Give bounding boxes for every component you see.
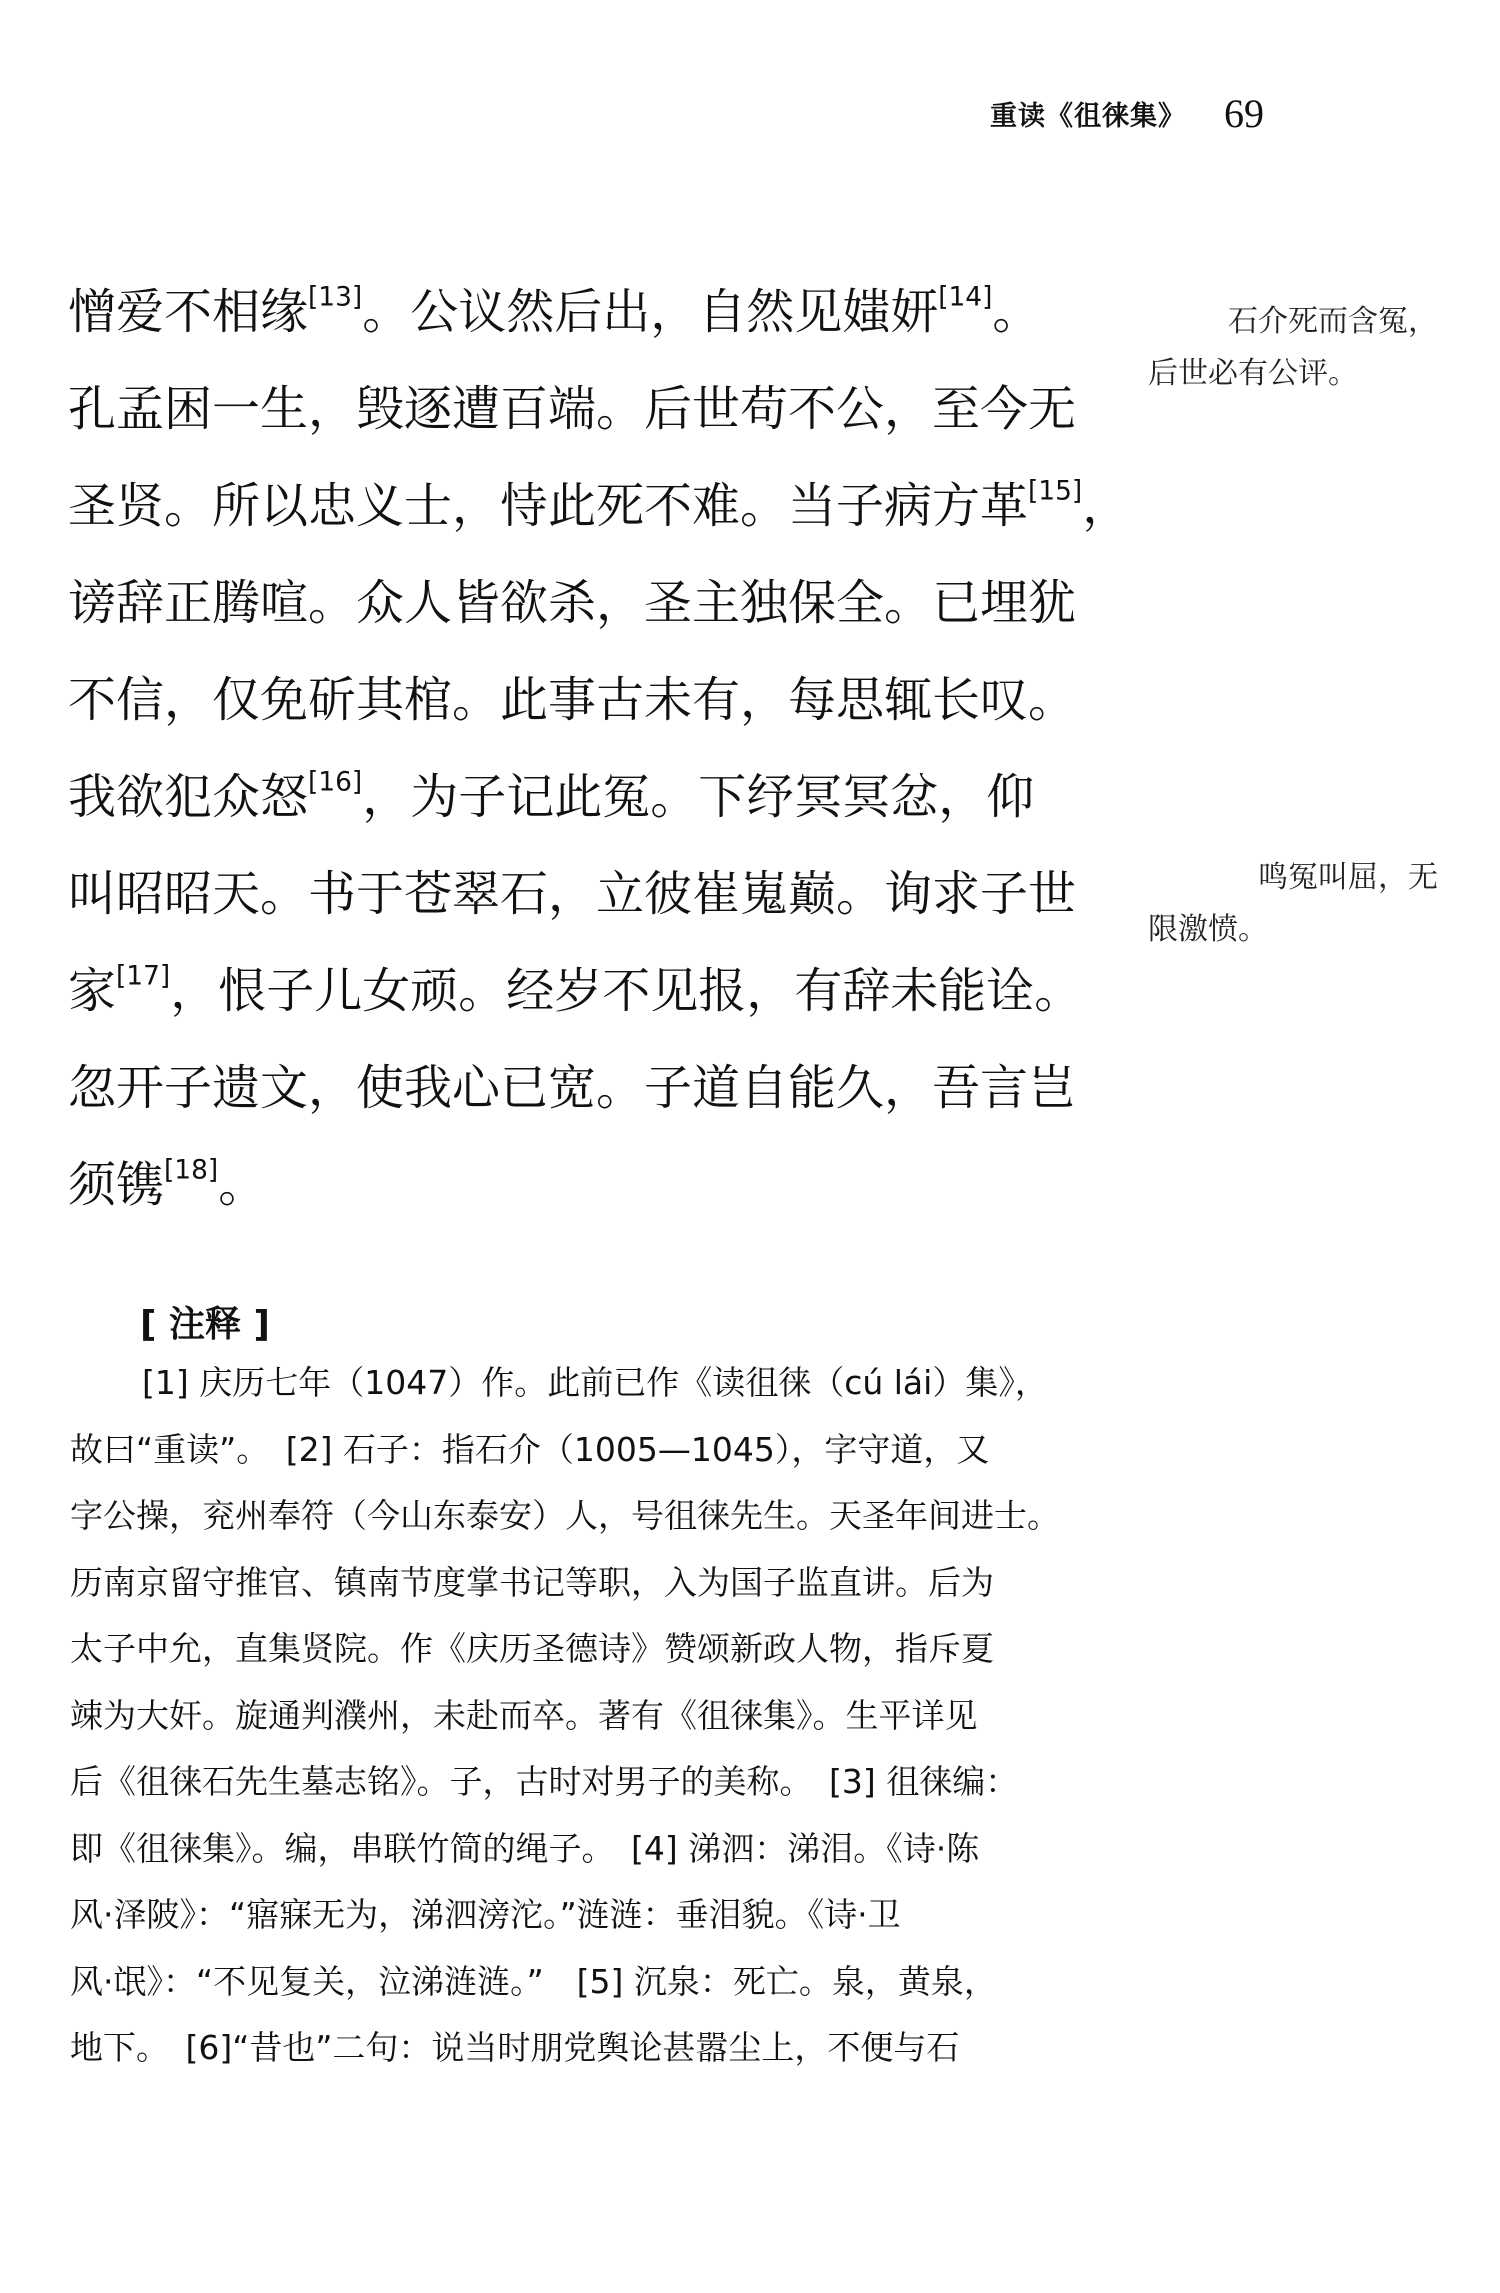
poem-line: 须镌[18]。 (68, 1154, 267, 1213)
margin-comment: 鸣冤叫屈，无 限激愤。 (1148, 860, 1438, 947)
note-line: 竦为大奸。旋通判濮州，未赴而卒。著有《徂徕集》。生平详见 (70, 1695, 978, 1735)
note-line: 字公操，兖州奉符（今山东泰安）人，号徂徕先生。天圣年间进士。 (70, 1496, 1060, 1535)
margin-comment: 石介死而含冤， 后世必有公评。 (1148, 304, 1438, 391)
poem-line: 叫昭昭天。书于苍翠石，立彼崔嵬巅。询求子世 (68, 866, 1077, 922)
note-line: 后《徂徕石先生墓志铭》。子，古时对男子的美称。 [3] 徂徕编： (70, 1762, 1019, 1801)
poem-line: 孔孟困一生，毁逐遭百端。后世苟不公，至今无 (68, 381, 1077, 437)
notes-heading: [ 注释 ] (140, 1304, 270, 1345)
note-line: 风·泽陂》：“寤寐无为，涕泗滂沱。”涟涟：垂泪貌。《诗·卫 (70, 1895, 901, 1934)
page-number: 69 (1224, 90, 1264, 136)
annotation-notes (70, 1358, 1100, 2090)
header-title: 重读《徂徕集》 (990, 100, 1186, 132)
note-line: 历南京留守推官、镇南节度掌书记等职，入为国子监直讲。后为 (70, 1562, 994, 1602)
poem-line: 家[17]，恨子儿女顽。经岁不见报，有辞未能诠。 (68, 960, 1083, 1019)
running-header (990, 88, 1320, 138)
note-line: 太子中允，直集贤院。作《庆历圣德诗》赞颂新政人物，指斥夏 (70, 1629, 994, 1668)
note-line: 即《徂徕集》。编，串联竹简的绳子。 [4] 涕泗：涕泪。《诗·陈 (70, 1828, 980, 1868)
note-line: 故曰“重读”。 [2] 石子：指石介（1005—1045），字守道，又 (70, 1429, 990, 1469)
poem-line: 忽开子遗文，使我心已宽。子道自能久，吾言岂 (68, 1060, 1077, 1116)
poem-text (68, 281, 1131, 1253)
note-line: 地下。 [6]“昔也”二句：说当时朋党舆论甚嚣尘上，不便与石 (70, 2028, 960, 2067)
poem-line: 圣贤。所以忠义士，恃此死不难。当子病方革[15]， (68, 475, 1131, 534)
note-line: 风·氓》：“不见复关，泣涕涟涟。” [5] 沉泉：死亡。泉，黄泉， (70, 1961, 997, 2001)
poem-line: 憎爱不相缘[13]。公议然后出，自然见媸妍[14]。 (68, 281, 1041, 340)
poem-line: 谤辞正腾喧。众人皆欲杀，圣主独保全。已埋犹 (68, 575, 1077, 631)
poem-line: 我欲犯众怒[16]，为子记此冤。下纾冥冥忿，仰 (68, 766, 1035, 825)
note-line: [1] 庆历七年（1047）作。此前已作《读徂徕（cú lái）集》， (142, 1363, 1048, 1402)
poem-line: 不信，仅免斫其棺。此事古未有，每思辄长叹。 (68, 672, 1077, 728)
